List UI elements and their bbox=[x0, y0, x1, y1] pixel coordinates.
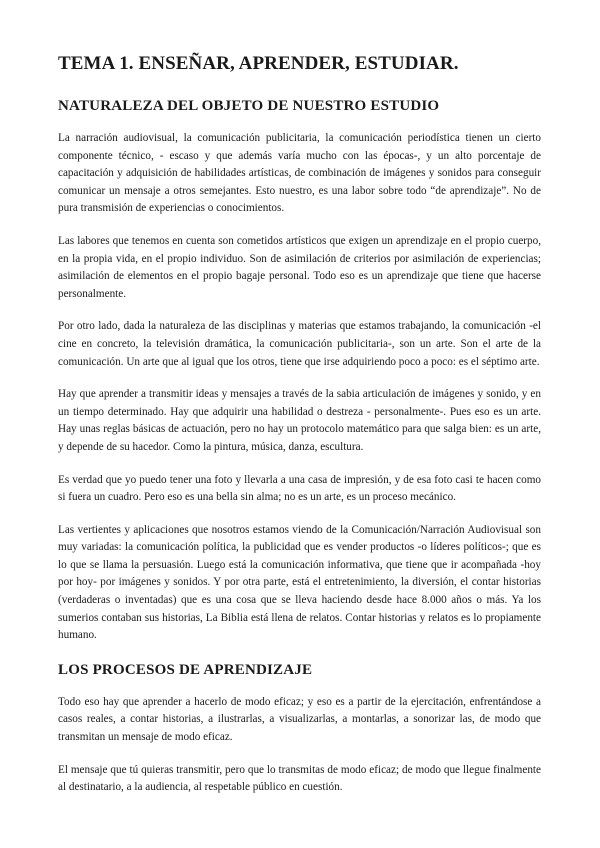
section-naturaleza bbox=[58, 96, 541, 645]
paragraph: La narración audiovisual, la comunicación publicitaria, la comunicación periodística tienen un cierto componente técnico, - escaso y que además varía mucho con las épocas-, y un alto porcentaje de capacitación y adquisición de habilidades artísticas, de combinación de imágenes y sonidos para conseguir comunicar un mensaje a otros semejantes. Esto nuestro, es una labor sobre todo “de aprendizaje”. No de pura transmisión de experiencias o conocimientos. bbox=[58, 132, 541, 215]
paragraph: Hay que aprender a transmitir ideas y mensajes a través de la sabia articulación de imágenes y sonido, y en un tiempo determinado. Hay que adquirir una habilidad o destreza - personalmente-. Pues eso es un arte. Hay unas reglas básicas de actuación, pero no hay un protocolo matemático para que salga bien: es un arte, y depende de su hacedor. Como la pintura, música, danza, escultura. bbox=[58, 388, 541, 453]
document-title: TEMA 1. ENSEÑAR, APRENDER, ESTUDIAR. bbox=[58, 53, 459, 74]
paragraph: Todo eso hay que aprender a hacerlo de modo eficaz; y eso es a partir de la ejercitación, enfrentándose a casos reales, a contar historias, a ilustrarlas, a visualizarlas, a montarlas, a sonorizar las, de modo que transmitan un mensaje de modo eficaz. bbox=[58, 695, 541, 744]
document-page bbox=[58, 52, 541, 812]
section-procesos bbox=[58, 660, 541, 797]
section-heading: NATURALEZA DEL OBJETO DE NUESTRO ESTUDIO bbox=[58, 98, 440, 114]
paragraph: El mensaje que tú quieras transmitir, pero que lo transmitas de modo eficaz; de modo que llegue finalmente al destinatario, a la audiencia, al respetable público en cuestión. bbox=[58, 763, 541, 794]
paragraph: Las labores que tenemos en cuenta son cometidos artísticos que exigen un aprendizaje en el propio cuerpo, en la propia vida, en el propio individuo. Son de asimilación de criterios por asimilación de experiencias; asimilación de elementos en el propio bagaje personal. Todo eso es un aprendizaje que tiene que hacerse personalmente. bbox=[58, 234, 541, 300]
paragraph: Las vertientes y aplicaciones que nosotros estamos viendo de la Comunicación/Narración Audiovisual son muy variadas: la comunicación política, la publicidad que es vender productos -o líderes políticos-; que es lo que se llama la persuasión. Luego está la comunicación informativa, que tiene que ir acompañada -hoy por hoy- por imágenes y sonidos. Y por otra parte, está el entretenimiento, la diversión, el contar historias (verdaderas o inventadas) que es una cosa que se lleva haciendo desde hace 8.000 años o más. Ya los sumerios contaban sus historias, La Biblia está llena de relatos. Contar historias y relatos es lo propiamente humano. bbox=[58, 523, 541, 642]
section-heading: LOS PROCESOS DE APRENDIZAJE bbox=[58, 661, 313, 678]
paragraph: Es verdad que yo puedo tener una foto y llevarla a una casa de impresión, y de esa foto casi te hacen como si fuera un cuadro. Pero eso es una bella sin alma; no es un arte, es un proceso mecánico. bbox=[58, 473, 541, 504]
paragraph: Por otro lado, dada la naturaleza de las disciplinas y materias que estamos trabajando, la comunicación -el cine en concreto, la televisión dramática, la comunicación publicitaria-, son un arte. Son el arte de la comunicación. Un arte que al igual que los otros, tiene que irse adquiriendo poco a poco: es el séptimo arte. bbox=[58, 320, 541, 368]
